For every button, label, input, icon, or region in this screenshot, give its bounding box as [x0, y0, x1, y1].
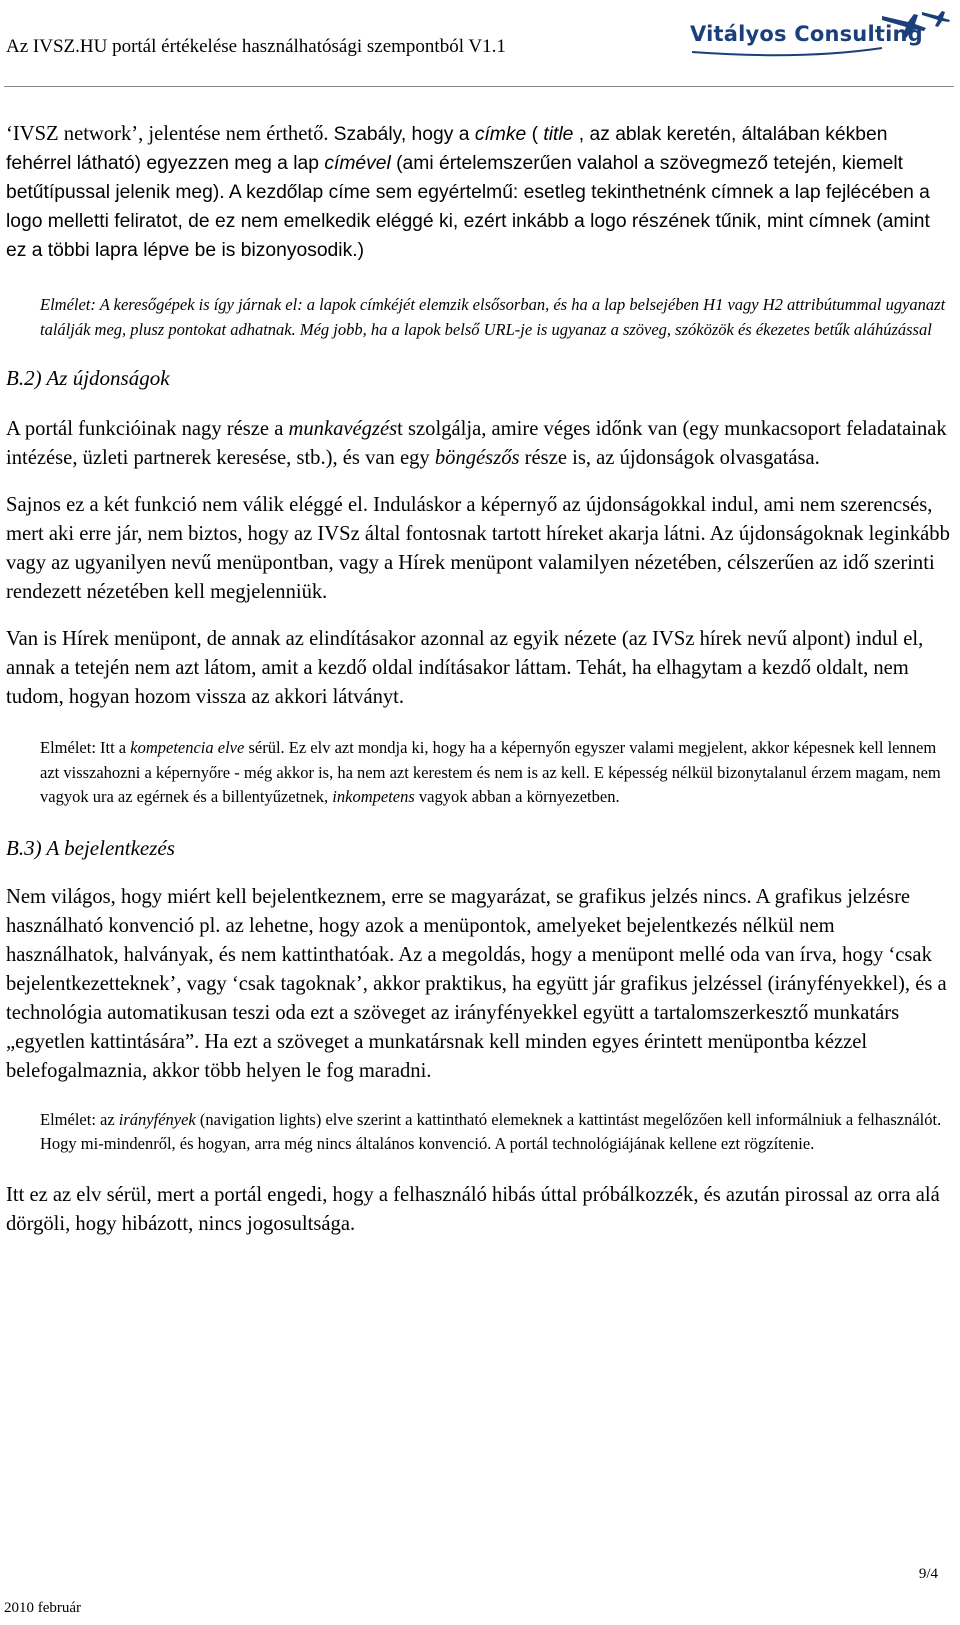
text-span: A portál funkcióinak nagy része a [6, 418, 289, 440]
emphasis: munkavégzés [288, 418, 398, 440]
paragraph-portal-functions [6, 415, 952, 473]
emphasis: title [543, 124, 574, 145]
emphasis: kompetencia elve [130, 738, 245, 757]
page-number: 9/4 [918, 1566, 938, 1582]
logo-text: Vitályos Consulting [690, 22, 923, 46]
header-divider [4, 86, 954, 87]
company-logo [682, 8, 954, 58]
text-span: része is, az újdonságok olvasgatása. [519, 447, 820, 469]
section-heading-b3: B.3) A bejelentkezés [6, 835, 175, 860]
paragraph-title-intro [6, 120, 952, 265]
theory-note-search-engines: Elmélet: A keresőgépek is így járnak el: a lapok címkéjét elemzik elsősorban, és ha a lap belsejében H1 vagy H2 attribútummal ugyanazt találják meg, plusz pontokat adhatnak. Még jobb, ha a lapok belső URL-je is ugyanaz a szöveg, szóközök és ékezetes betűk aláhúzással [40, 295, 946, 339]
paragraph-principle-violated: Itt ez az elv sérül, mert a portál engedi, hogy a felhasználó hibás úttal próbálkozzék, és azután pirossal az orra alá dörgöli, hogy hibázott, nincs jogosultsága. [6, 1183, 940, 1235]
emphasis: címke [474, 124, 527, 145]
paragraph-news-menu: Van is Hírek menüpont, de annak az elindításakor azonnal az egyik nézete (az IVSz hírek nevű alpont) indul el, annak a tetején nem azt látom, amit a kezdő oldal indításakor láttam. Tehát, ha elhagytam a kezdő oldalt, nem tudom, hogyan hozom vissza az akkori látványt. [6, 628, 924, 708]
text-span: ( [526, 124, 544, 145]
footer-date: 2010 február [4, 1600, 82, 1616]
text-span: Elmélet: Itt a [40, 738, 131, 757]
text-span: (navigation lights) elve szerint a kattintható elemeknek a kattintást megelőzően kell informálniuk a felhasználót. Hogy mi-mindenről, és hogyan, arra még nincs általános konvenció. A portál technológiájának kellene ezt rögzítenie. [40, 1109, 942, 1153]
airplane-icon [922, 11, 950, 27]
document-body [6, 120, 952, 1239]
theory-note-competence [6, 736, 952, 810]
text-span: (ami értelemszerűen valahol a szövegmező tetején, kiemelt betűtípussal jelenik meg). A kezdőlap címe sem egyértelmű: esetleg tekinthetnénk címnek a lap fejlécében a logo melletti feliratot, de ez nem emelkedik eléggé ki, ezért inkább a logo részének tűnik, mint címnek (amint ez a többi lapra lépve be is bizonyosodik.) [6, 153, 930, 261]
text-span: Szabály, hogy a [333, 124, 475, 145]
text-span: , az ablak keretén, általában kékben fehérrel látható) egyezzen meg a lap [6, 124, 888, 174]
text-span: t szolgálja, amire véges időnk van (egy munkacsoport feladatainak intézése, üzleti partnerek keresése, stb.), és van egy [6, 418, 947, 469]
text-span: Elmélet: az [40, 1109, 119, 1129]
emphasis: inkompetens [332, 787, 415, 806]
text-span: vagyok abban a környezetben. [414, 787, 620, 806]
theory-note-navigation-lights [6, 1108, 952, 1157]
paragraph-news-separation: Sajnos ez a két funkció nem válik eléggé el. Induláskor a képernyő az újdonságokkal indul, ami nem szerencsés, mert aki erre jár, nem biztos, hogy az IVSz által fontosnak tartott híreket akarja látni. Az újdonságoknak leginkább vagy az ugyanilyen nevű menüpontban, vagy a Hírek menüpont valamilyen nézetében, célszerűen az idő szerinti rendezett nézetében kell megjelenniük. [6, 494, 950, 603]
emphasis: címével [324, 153, 391, 174]
emphasis: böngészős [434, 447, 520, 469]
emphasis: irányfények [118, 1109, 196, 1129]
page-header [0, 0, 960, 70]
text-span: ‘IVSZ network’, jelentése nem érthető. [6, 123, 334, 145]
text-span: sérül. Ez elv azt mondja ki, hogy ha a képernyőn egyszer valami megjelent, akkor képesnek kell lennem azt visszahozni a képernyőre - még akkor is, ha nem azt kerestem és nem is az kell. E képesség nélkül bizonytalanul érzem magam, nem vagyok ura az egérnek és a billentyűzetnek, [40, 738, 941, 806]
header-title: Az IVSZ.HU portál értékelése használhatósági szempontból V1.1 [6, 36, 506, 57]
paragraph-login: Nem világos, hogy miért kell bejelentkeznem, erre se magyarázat, se grafikus jelzés nincs. A grafikus jelzésre használható konvenció pl. az lehetne, hogy azok a menüpontok, amelyeket bejelentkezés nélkül nem használhatok, halványak, és nem kattinthatóak. Az a megoldás, hogy a menüpont mellé oda van írva, hogy ‘csak bejelentkezetteknek’, vagy ‘csak tagoknak’, akkor praktikus, ha együtt jár grafikus jelzéssel (irányfényekkel), és a technológia automatikusan teszi oda ezt a szöveget az irányfényekkel együtt a tartalomszerkesztő munkatárs „egyetlen kattintására”. Ha ezt a szöveget a munkatársnak kell minden egyes érintett menüpontba kézzel belefogalmaznia, akkor több helyen le fog maradni. [6, 885, 947, 1082]
section-heading-b2: B.2) Az újdonságok [6, 366, 170, 390]
